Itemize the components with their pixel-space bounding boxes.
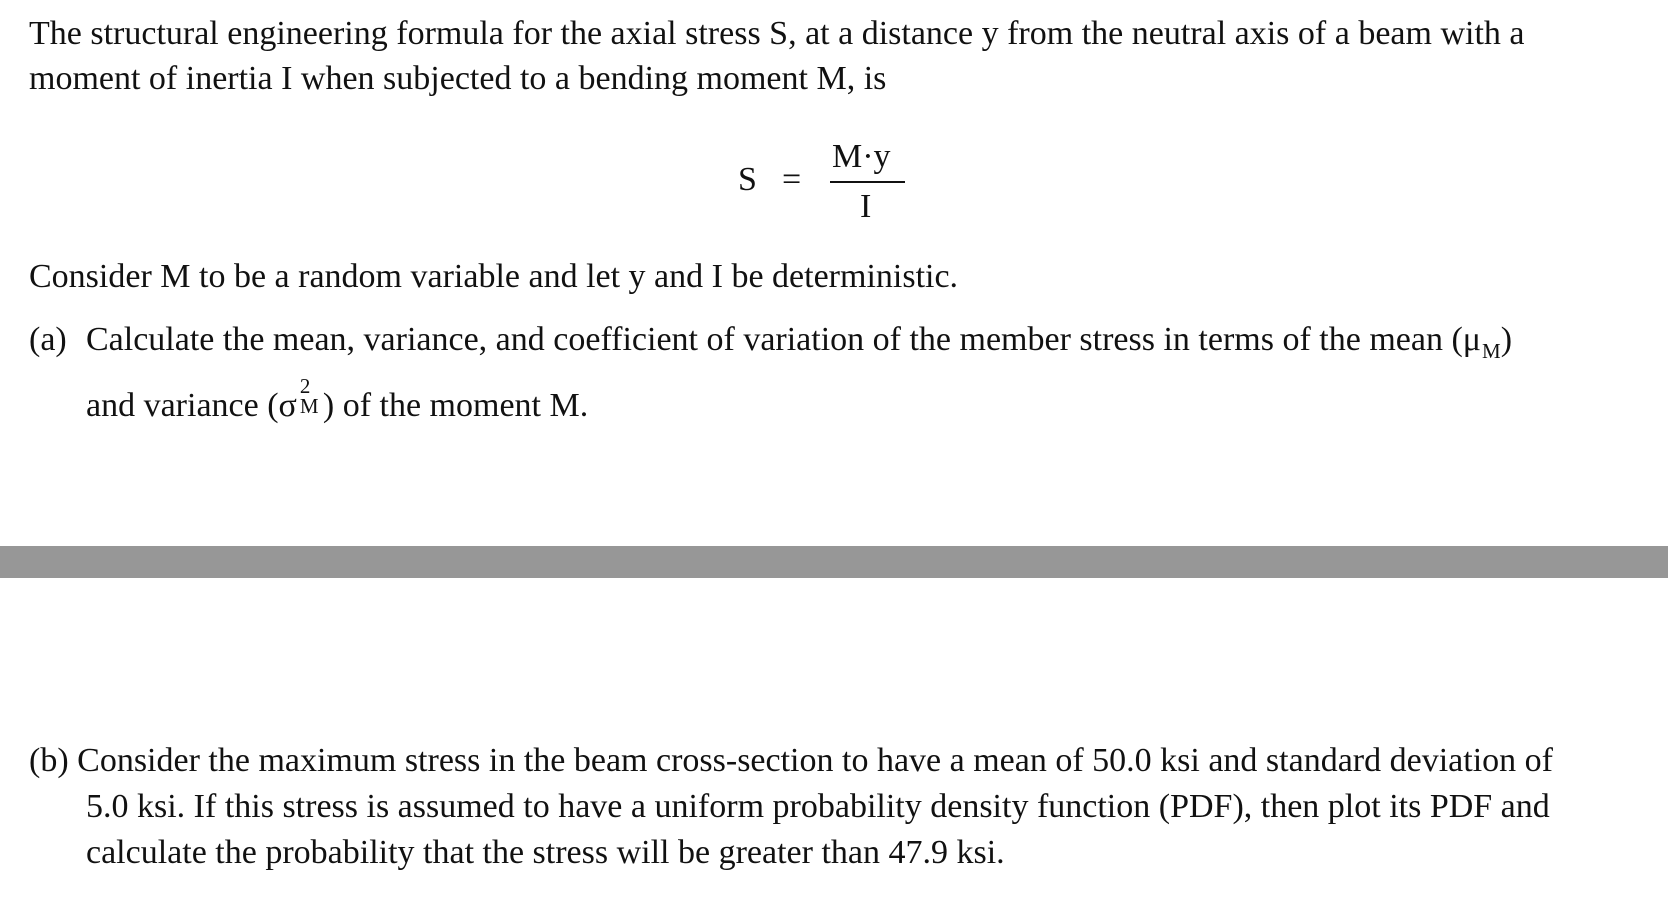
formula-equals: = xyxy=(782,161,802,198)
part-a-line-1-end: ) xyxy=(1500,321,1513,358)
part-b-line-1: (b) Consider the maximum stress in the beam cross-section to have a mean of 50.0 ksi and standard deviation of xyxy=(29,742,1553,779)
sigma-subscript: M xyxy=(299,394,319,418)
part-a-line-2 xyxy=(86,374,589,424)
fraction-bar xyxy=(830,181,905,183)
intro-line-1: The structural engineering formula for the axial stress S, at a distance y from the neutral axis of a beam with a xyxy=(29,15,1525,52)
formula-denominator: I xyxy=(860,188,872,225)
sigma-scripts xyxy=(297,374,323,418)
formula-numerator: M·y xyxy=(832,138,891,175)
part-a-line-1-text: Calculate the mean, variance, and coefficient of variation of the member stress in terms of the mean ( xyxy=(86,321,1463,358)
part-b-line-3: calculate the probability that the stress will be greater than 47.9 ksi. xyxy=(86,834,1005,871)
part-a-label: (a) xyxy=(29,321,67,358)
sigma-superscript: 2 xyxy=(299,374,311,398)
mu-symbol: μ xyxy=(1462,321,1482,358)
intro-line-2: moment of inertia I when subjected to a bending moment M, is xyxy=(29,60,887,97)
sigma-symbol: σ xyxy=(278,387,297,424)
part-a-line-1 xyxy=(86,321,1513,363)
part-a-line-2-start: and variance ( xyxy=(86,387,279,424)
part-a-line-2-end: ) of the moment M. xyxy=(322,387,589,424)
formula-lhs: S xyxy=(738,161,757,198)
mu-subscript: M xyxy=(1482,339,1501,363)
section-divider xyxy=(0,546,1668,578)
consider-statement: Consider M to be a random variable and let y and I be deterministic. xyxy=(29,258,959,295)
part-b-line-2: 5.0 ksi. If this stress is assumed to have a uniform probability density function (PDF), then plot its PDF and xyxy=(86,788,1550,825)
